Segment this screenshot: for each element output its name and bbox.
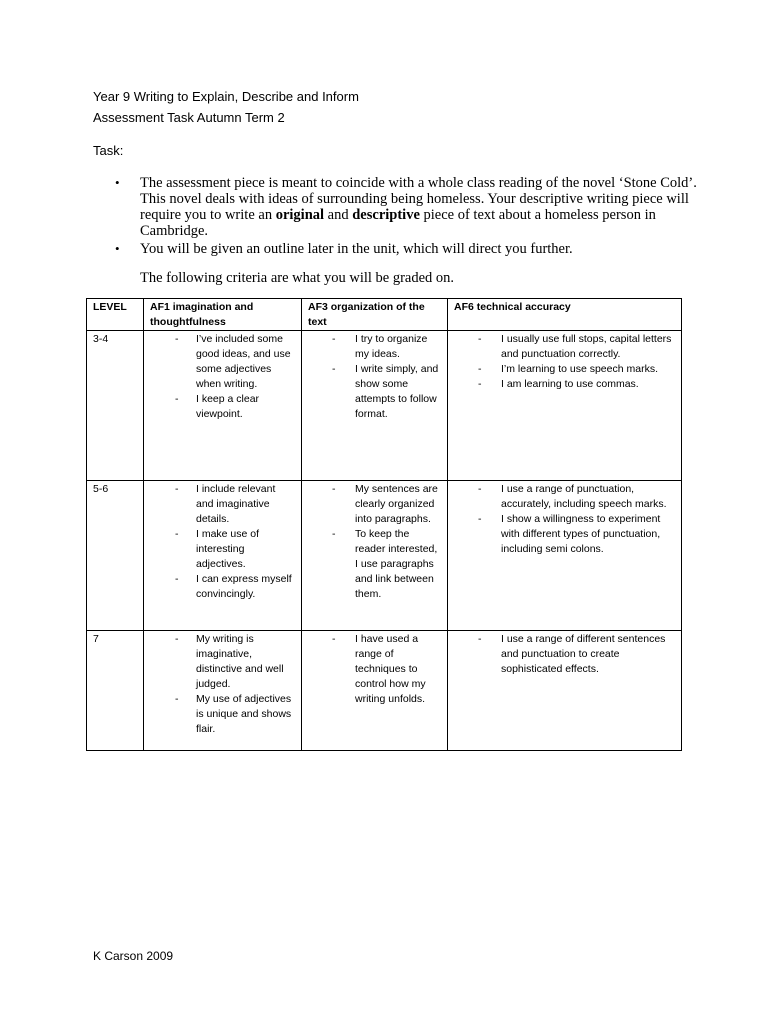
dash-marker: - <box>175 393 179 405</box>
criteria-text: I’ve included some good ideas, and use some adjectives when writing. <box>196 333 291 390</box>
criteria-item <box>150 572 295 602</box>
criteria-item <box>150 332 295 392</box>
bullet-1-text-b: piece of text about a homeless person in Cambridge. <box>140 207 656 239</box>
task-bullet-1 <box>110 175 700 239</box>
grading-criteria-table <box>86 298 682 751</box>
bullet-1-bold-descriptive: descriptive <box>352 207 420 223</box>
criteria-item <box>454 377 675 392</box>
criteria-intro: The following criteria are what you will be graded on. <box>140 270 455 286</box>
dash-marker: - <box>175 693 179 705</box>
table-row <box>87 331 682 481</box>
header-af6: AF6 technical accuracy <box>448 299 682 331</box>
bullet-1-bold-original: original <box>275 207 325 223</box>
criteria-item <box>308 362 441 422</box>
dash-marker: - <box>175 528 179 540</box>
dash-marker: - <box>478 633 482 645</box>
header-af3: AF3 organization of the text <box>302 299 448 331</box>
dash-marker: - <box>478 513 482 525</box>
criteria-item <box>150 692 295 737</box>
criteria-item <box>150 482 295 527</box>
dash-marker: - <box>478 378 482 390</box>
task-bullet-2 <box>110 241 700 257</box>
af6-criteria-list <box>454 332 675 392</box>
criteria-text: I keep a clear viewpoint. <box>196 393 260 420</box>
bullet-marker: • <box>115 241 120 256</box>
criteria-item <box>454 362 675 377</box>
af6-cell <box>448 631 682 751</box>
criteria-text: My use of adjectives is unique and shows flair. <box>196 693 292 735</box>
criteria-text: I’m learning to use speech marks. <box>501 363 658 375</box>
criteria-item <box>454 632 675 677</box>
bullet-1-and: and <box>324 207 353 223</box>
criteria-text: I am learning to use commas. <box>501 378 639 390</box>
criteria-text: I have used a range of techniques to control how my writing unfolds. <box>355 633 426 705</box>
dash-marker: - <box>175 633 179 645</box>
dash-marker: - <box>332 363 336 375</box>
table-row <box>87 481 682 631</box>
af6-cell <box>448 481 682 631</box>
criteria-item <box>150 632 295 692</box>
document-title: Year 9 Writing to Explain, Describe and Inform <box>93 89 359 104</box>
af1-cell <box>144 331 302 481</box>
task-description <box>110 175 700 286</box>
criteria-text: I use a range of punctuation, accurately, including speech marks. <box>501 483 667 510</box>
af6-criteria-list <box>454 632 675 677</box>
criteria-item <box>308 482 441 527</box>
criteria-text: My sentences are clearly organized into paragraphs. <box>355 483 438 525</box>
criteria-text: I write simply, and show some attempts to follow format. <box>355 363 439 420</box>
level-cell: 5-6 <box>87 481 144 631</box>
af6-criteria-list <box>454 482 675 557</box>
criteria-text: I can express myself convincingly. <box>196 573 292 600</box>
criteria-text: To keep the reader interested, I use paragraphs and link between them. <box>355 528 438 600</box>
footer-author: K Carson 2009 <box>93 949 174 963</box>
criteria-item <box>150 527 295 572</box>
table-header-row <box>87 299 682 331</box>
header-af1: AF1 imagination and thoughtfulness <box>144 299 302 331</box>
level-cell: 7 <box>87 631 144 751</box>
criteria-text: My writing is imaginative, distinctive and well judged. <box>196 633 284 690</box>
af3-criteria-list <box>308 482 441 602</box>
document-subtitle: Assessment Task Autumn Term 2 <box>93 110 285 125</box>
criteria-text: I show a willingness to experiment with different types of punctuation, including semi colons. <box>501 513 661 555</box>
criteria-item <box>308 527 441 602</box>
af3-criteria-list <box>308 332 441 422</box>
criteria-text: I make use of interesting adjectives. <box>196 528 260 570</box>
af1-cell <box>144 481 302 631</box>
criteria-text: I include relevant and imaginative details. <box>196 483 276 525</box>
criteria-text: I try to organize my ideas. <box>355 333 428 360</box>
dash-marker: - <box>478 333 482 345</box>
table-row <box>87 631 682 751</box>
af3-criteria-list <box>308 632 441 707</box>
criteria-text: I usually use full stops, capital letters and punctuation correctly. <box>501 333 672 360</box>
bullet-1-text-a: The assessment piece is meant to coincide with a whole class reading of the novel ‘Stone Cold’. This novel deals with ideas of surrounding being homeless. Your descriptive writing piece will require you to write an <box>140 175 697 223</box>
dash-marker: - <box>478 363 482 375</box>
af6-cell <box>448 331 682 481</box>
criteria-item <box>308 632 441 707</box>
criteria-item <box>454 512 675 557</box>
criteria-item <box>454 482 675 512</box>
level-cell: 3-4 <box>87 331 144 481</box>
dash-marker: - <box>332 333 336 345</box>
af3-cell <box>302 331 448 481</box>
task-label: Task: <box>93 143 124 158</box>
bullet-2-text: You will be given an outline later in the unit, which will direct you further. <box>140 241 573 257</box>
criteria-text: I use a range of different sentences and punctuation to create sophisticated effects. <box>501 633 666 675</box>
af1-criteria-list <box>150 482 295 602</box>
header-level: LEVEL <box>87 299 144 331</box>
dash-marker: - <box>478 483 482 495</box>
criteria-item <box>150 392 295 422</box>
af3-cell <box>302 631 448 751</box>
dash-marker: - <box>175 483 179 495</box>
criteria-item <box>454 332 675 362</box>
af1-cell <box>144 631 302 751</box>
af1-criteria-list <box>150 332 295 422</box>
dash-marker: - <box>332 633 336 645</box>
dash-marker: - <box>332 483 336 495</box>
af3-cell <box>302 481 448 631</box>
dash-marker: - <box>175 573 179 585</box>
dash-marker: - <box>332 528 336 540</box>
bullet-marker: • <box>115 175 120 190</box>
criteria-item <box>308 332 441 362</box>
af1-criteria-list <box>150 632 295 737</box>
dash-marker: - <box>175 333 179 345</box>
